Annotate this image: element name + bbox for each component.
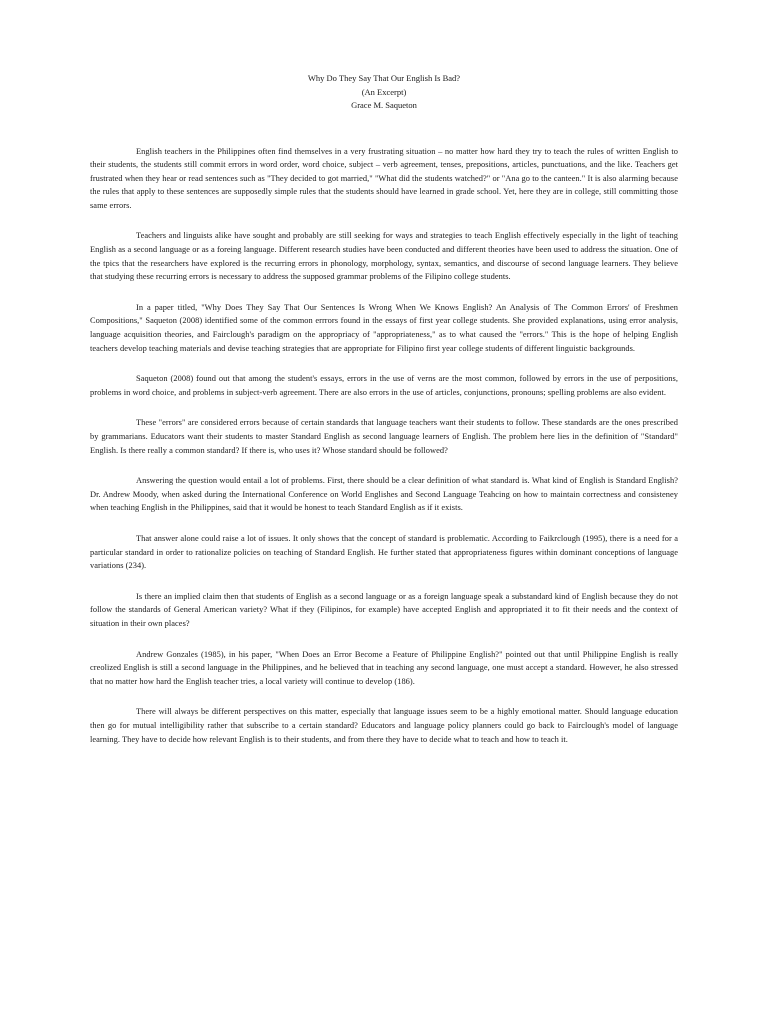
paragraph: Andrew Gonzales (1985), in his paper, "When Does an Error Become a Feature of Philippine English?" pointed out that until Philippine English is really creolized English is still a second language in the Philippines, and he believed that in teaching any second language, one must accept a standard. However, he also stressed that no matter how hard the English teacher tries, a local variety will continue to develop (186). (90, 649, 678, 686)
document-header (90, 72, 678, 113)
paragraph: Saqueton (2008) found out that among the student's essays, errors in the use of verns are the most common, followed by errors in the use of perpositions, problems in word choice, and problems in subject-verb agreement. There are also errors in the use of articles, conjunctions, pronouns; spelling problems are also evident. (90, 374, 678, 397)
paragraph: Teachers and linguists alike have sought and probably are still seeking for ways and strategies to teach English effectively especially in the light of teaching English as a second language or as a foreing language. Different research studies have been conducted and different theories have been used to address the situation. One of the tpics that the researchers have explored is the recurring errors in phonology, morphology, syntax, semantics, and discourse of second language learners. They believe that studying these recurring errors is necessary to address the supposed grammar problems of the Filipino college students. (90, 231, 678, 282)
paragraph: Answering the question would entail a lot of problems. First, there should be a clear definition of what standard is. What kind of English is Standard English? Dr. Andrew Moody, when asked during the International Conference on World Englishes and Second Language Teahcing on how to maintain correctness and consisteney when teaching English in the Philippines, said that it would be honest to teach Standard English as if it exists. (90, 476, 678, 513)
document-body (90, 145, 678, 747)
paragraph: These "errors" are considered errors because of certain standards that language teachers want their students to follow. These standards are the ones prescribed by grammarians. Educators want their students to master Standard English as second language learners of English. The problem here lies in the definition of "Standard" English. Is there really a common standard? If there is, who uses it? Whose standard should be followed? (90, 418, 678, 455)
paragraph: Is there an implied claim then that students of English as a second language or as a foreign language speak a substandard kind of English because they do not follow the standards of General American variety? What if they (Filipinos, for example) have accepted English and appropriated it to fit their needs and the context of situation in their own places? (90, 591, 678, 628)
paragraph: That answer alone could raise a lot of issues. It only shows that the concept of standard is problematic. According to Faikrclough (1995), there is a need for a particular standard in order to rationalize policies on teaching of Standard English. He further stated that appropriateness figures within dominant conceptions of language variations (234). (90, 533, 678, 571)
paragraph: In a paper titled, "Why Does They Say That Our Sentences Is Wrong When We Knows English? An Analysis of The Common Errors' of Freshmen Compositions," Saqueton (2008) identified some of the common errrors found in the essays of first year college students. She provided explanations, using error analysis, language acquisition theories, and Fairclough's paradigm on the approprіacy of "appropriateness," as to what caused the "errors." This is the hope of helping English teachers develop teaching materials and devise teaching strategies that are appropriate for Filipino first year college students of different linguistic backgrounds. (90, 302, 678, 353)
document-author: Grace M. Saqueton (351, 100, 417, 110)
document-title: Why Do They Say That Our English Is Bad? (307, 73, 461, 83)
paragraph: There will always be different perspectives on this matter, especially that language issues seem to be a highly emotional matter. Should language education then go for mutual intelligibility rather that subscribe to a certain standard? Educators and language policy planners could go back to Fairclough's model of language learning. They have to decide how relevant English is to their students, and from there they have to decide what to teach and how to teach it. (90, 707, 678, 744)
document-subtitle: (An Excerpt) (361, 86, 407, 97)
paragraph: English teachers in the Philippines often find themselves in a very frustrating situation – no matter how hard they try to teach the rules of written English to their students, the students still commit errors in word order, word choice, subject – verb agreement, tenses, prepositions, articles, punctuations, and the like. Teachers get frustrated when they hear or read sentences such as "They decided to got married," "What did the students watched?" or "Ana go to the canteen." It is also alarming because the rules that apply to these sentences are supposedly simple rules that the students should have learned in grade school. Yet, here they are in college, still committing those same errors. (90, 146, 678, 210)
